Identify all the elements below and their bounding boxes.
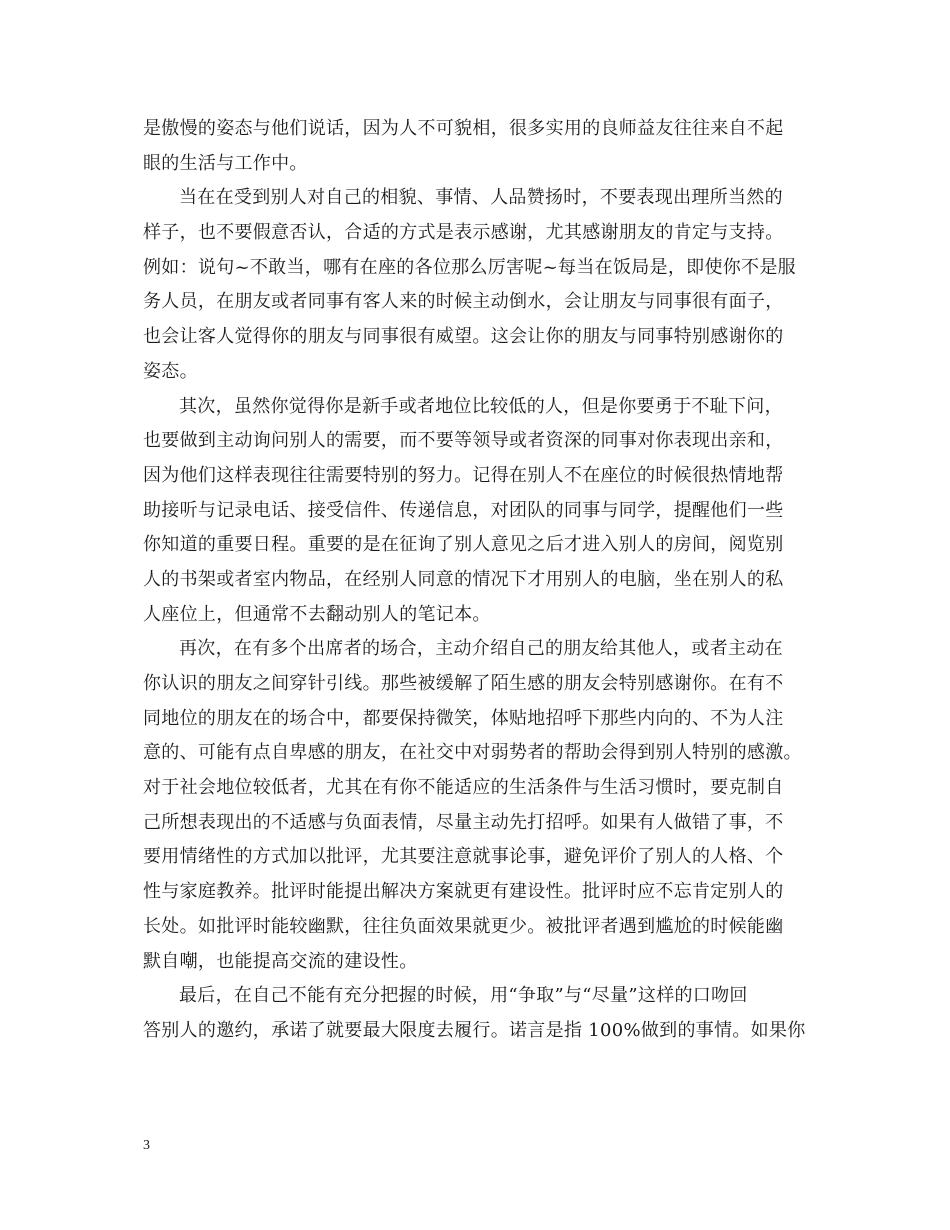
text-line: 当在在受到别人对自己的相貌、事情、人品赞扬时，不要表现出理所当然的 [179, 187, 783, 209]
text-line: 要用情绪性的方式加以批评，尤其要注意就事论事，避免评价了别人的人格、个 [143, 846, 784, 868]
text-line: 答别人的邀约，承诺了就要最大限度去履行。诺言是指 100%做到的事情。如果你 [143, 1019, 806, 1041]
text-line: 人座位上，但通常不去翻动别人的笔记本。 [143, 603, 491, 625]
page-number: 3 [143, 1138, 150, 1153]
text-line: 长处。如批评时能较幽默，往往负面效果就更少。被批评者遇到尴尬的时候能幽 [143, 915, 784, 937]
text-line: 因为他们这样表现往往需要特别的努力。记得在别人不在座位的时候很热情地帮 [143, 464, 784, 486]
text-line: 例如：说句~不敢当，哪有在座的各位那么厉害呢~每当在饭局是，即使你不是服 [143, 256, 796, 278]
text-line: 样子，也不要假意否认，合适的方式是表示感谢，尤其感谢朋友的肯定与支持。 [143, 222, 784, 244]
text-line: 意的、可能有点自卑感的朋友，在社交中对弱势者的帮助会得到别人特别的感激。 [143, 742, 802, 764]
text-line: 同地位的朋友在的场合中，都要保持微笑，体贴地招呼下那些内向的、不为人注 [143, 707, 784, 729]
text-line: 对于社会地位较低者，尤其在有你不能适应的生活条件与生活习惯时，要克制自 [143, 777, 784, 799]
text-line: 你知道的重要日程。重要的是在征询了别人意见之后才进入别人的房间，阅览别 [143, 534, 784, 556]
text-line: 再次，在有多个出席者的场合，主动介绍自己的朋友给其他人，或者主动在 [179, 638, 783, 660]
text-line: 是傲慢的姿态与他们说话，因为人不可貌相，很多实用的良师益友往往来自不起 [143, 118, 784, 139]
text-line: 也会让客人觉得你的朋友与同事很有威望。这会让你的朋友与同事特别感谢你的 [143, 326, 784, 348]
text-line: 性与家庭教养。批评时能提出解决方案就更有建设性。批评时应不忘肯定别人的 [143, 881, 784, 903]
text-line: 其次，虽然你觉得你是新手或者地位比较低的人，但是你要勇于不耻下问， [179, 395, 783, 417]
text-line: 务人员，在朋友或者同事有客人来的时候主动倒水，会让朋友与同事很有面子， [143, 291, 784, 313]
text-line: 也要做到主动询问别人的需要，而不要等领导或者资深的同事对你表现出亲和， [143, 430, 784, 452]
text-line: 眼的生活与工作中。 [143, 152, 308, 174]
text-line: 助接听与记录电话、接受信件、传递信息，对团队的同事与同学，提醒他们一些 [143, 499, 784, 521]
text-line: 人的书架或者室内物品，在经别人同意的情况下才用别人的电脑，坐在别人的私 [143, 568, 784, 590]
text-line: 默自嘲，也能提高交流的建设性。 [143, 950, 418, 972]
text-line: 己所想表现出的不适感与负面表情，尽量主动先打招呼。如果有人做错了事，不 [143, 811, 784, 833]
text-line: 你认识的朋友之间穿针引线。那些被缓解了陌生感的朋友会特别感谢你。在有不 [143, 673, 784, 694]
text-line: 姿态。 [143, 360, 198, 382]
text-line: 最后，在自己不能有充分把握的时候，用“争取”与“尽量”这样的口吻回 [179, 985, 748, 1007]
body-text [143, 112, 815, 1049]
